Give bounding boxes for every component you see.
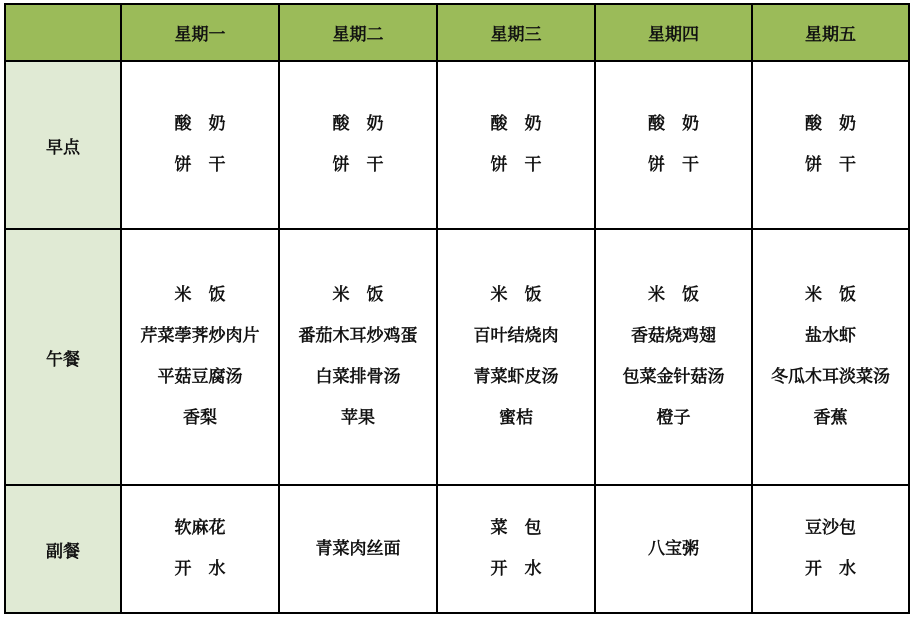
menu-item: 百叶结烧肉 bbox=[473, 326, 559, 346]
menu-item: 酸 奶 bbox=[805, 114, 856, 134]
menu-cell-breakfast-monday bbox=[121, 61, 279, 229]
menu-item: 豆沙包 bbox=[805, 518, 856, 538]
menu-item: 饼 干 bbox=[805, 155, 856, 175]
menu-item: 饼 干 bbox=[174, 155, 226, 175]
menu-item: 软麻花 bbox=[174, 518, 226, 538]
menu-item: 开 水 bbox=[174, 559, 226, 579]
menu-item: 开 水 bbox=[490, 559, 542, 579]
menu-cell-lunch-thursday bbox=[595, 229, 752, 485]
table-row-side-meal bbox=[5, 485, 909, 613]
corner-cell bbox=[5, 4, 121, 61]
menu-item: 橙子 bbox=[656, 408, 691, 428]
day-tuesday: 星期二 bbox=[279, 4, 437, 61]
day-friday: 星期五 bbox=[752, 4, 909, 61]
menu-item: 酸 奶 bbox=[332, 114, 384, 134]
weekly-menu-table bbox=[4, 3, 910, 614]
menu-item: 饼 干 bbox=[648, 155, 699, 175]
menu-item: 饼 干 bbox=[490, 155, 542, 175]
menu-item: 包菜金针菇汤 bbox=[622, 367, 725, 387]
menu-item: 番茄木耳炒鸡蛋 bbox=[298, 326, 418, 346]
row-label-breakfast: 早点 bbox=[5, 61, 121, 229]
menu-item: 苹果 bbox=[341, 408, 375, 428]
menu-cell-lunch-tuesday bbox=[279, 229, 437, 485]
day-wednesday: 星期三 bbox=[437, 4, 595, 61]
menu-item: 香蕉 bbox=[813, 408, 848, 428]
menu-item: 蜜桔 bbox=[499, 408, 533, 428]
row-label-side-meal: 副餐 bbox=[5, 485, 121, 613]
menu-item: 米 饭 bbox=[805, 285, 856, 305]
menu-item: 芹菜荸荠炒肉片 bbox=[140, 326, 260, 346]
menu-item: 香梨 bbox=[183, 408, 217, 428]
menu-item: 米 饭 bbox=[490, 285, 542, 305]
menu-cell-lunch-wednesday bbox=[437, 229, 595, 485]
menu-item: 米 饭 bbox=[332, 285, 384, 305]
table-row-lunch bbox=[5, 229, 909, 485]
menu-cell-side-meal-monday bbox=[121, 485, 279, 613]
menu-item: 酸 奶 bbox=[648, 114, 699, 134]
menu-item: 酸 奶 bbox=[490, 114, 542, 134]
menu-cell-side-meal-wednesday bbox=[437, 485, 595, 613]
menu-item: 香菇烧鸡翅 bbox=[631, 326, 716, 346]
menu-cell-lunch-friday bbox=[752, 229, 909, 485]
menu-cell-side-meal-thursday bbox=[595, 485, 752, 613]
menu-cell-breakfast-thursday bbox=[595, 61, 752, 229]
menu-cell-side-meal-tuesday bbox=[279, 485, 437, 613]
menu-cell-breakfast-wednesday bbox=[437, 61, 595, 229]
row-label-lunch: 午餐 bbox=[5, 229, 121, 485]
menu-cell-side-meal-friday bbox=[752, 485, 909, 613]
menu-item: 酸 奶 bbox=[174, 114, 226, 134]
menu-cell-breakfast-friday bbox=[752, 61, 909, 229]
menu-item: 冬瓜木耳淡菜汤 bbox=[771, 367, 890, 387]
menu-item: 菜 包 bbox=[490, 518, 542, 538]
day-monday: 星期一 bbox=[121, 4, 279, 61]
menu-item: 八宝粥 bbox=[648, 538, 699, 559]
menu-item: 盐水虾 bbox=[805, 326, 856, 346]
menu-item: 青菜肉丝面 bbox=[315, 538, 401, 559]
day-thursday: 星期四 bbox=[595, 4, 752, 61]
menu-item: 米 饭 bbox=[648, 285, 699, 305]
menu-item: 饼 干 bbox=[332, 155, 384, 175]
menu-item: 开 水 bbox=[805, 559, 856, 579]
menu-item: 米 饭 bbox=[174, 285, 226, 305]
table-row-breakfast bbox=[5, 61, 909, 229]
menu-item: 平菇豆腐汤 bbox=[157, 367, 243, 387]
menu-item: 青菜虾皮汤 bbox=[473, 367, 559, 387]
header-row bbox=[5, 4, 909, 61]
menu-item: 白菜排骨汤 bbox=[315, 367, 401, 387]
menu-cell-breakfast-tuesday bbox=[279, 61, 437, 229]
menu-cell-lunch-monday bbox=[121, 229, 279, 485]
